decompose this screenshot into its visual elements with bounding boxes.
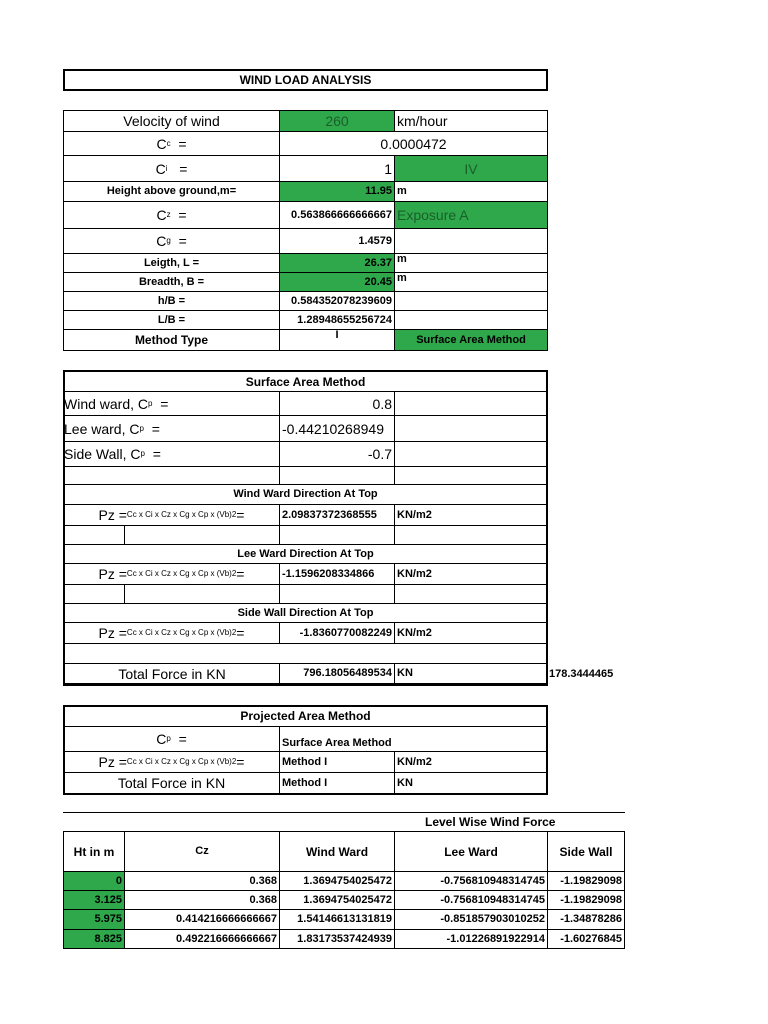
row-3-leeward: -1.01226891922914 — [394, 929, 548, 949]
projected-cp-label: C p = — [63, 726, 280, 752]
blank-row-2a — [63, 525, 125, 545]
cc-value: 0.0000472 — [279, 131, 548, 156]
header-windward: Wind Ward — [279, 831, 395, 872]
leeward-pz-unit: KN/m2 — [394, 563, 548, 585]
sidewall-pz-unit: KN/m2 — [394, 622, 548, 644]
row-2-leeward: -0.851857903010252 — [394, 909, 548, 930]
projected-total-label: Total Force in KN — [63, 772, 280, 794]
total-force-label: Total Force in KN — [63, 663, 280, 685]
blank-row-4 — [63, 643, 548, 664]
sidewall-cp-label: Side Wall, C p = — [63, 441, 280, 467]
row-2-ht[interactable]: 5.975 — [63, 909, 125, 930]
windward-empty — [394, 391, 548, 416]
leeward-cp-value: -0.44210268949 — [279, 415, 395, 442]
breadth-label: Breadth, B = — [63, 272, 280, 292]
cg-label: C g = — [63, 228, 280, 254]
breadth-value[interactable]: 20.45 — [279, 272, 395, 292]
header-cz: Cz — [124, 831, 280, 872]
outside-value: 178.3444465 — [549, 667, 614, 680]
velocity-unit: km/hour — [394, 110, 548, 132]
velocity-value[interactable]: 260 — [279, 110, 395, 132]
hb-value: 0.584352078239609 — [279, 291, 395, 311]
projected-pz-value: Method I — [279, 751, 395, 773]
projected-cp-value: Surface Area Method — [279, 726, 548, 752]
projected-total-value: Method I — [279, 772, 395, 794]
method-label: Method Type — [63, 329, 280, 351]
height-value[interactable]: 11.95 — [279, 181, 395, 202]
breadth-unit: m — [394, 272, 548, 292]
leeward-empty — [394, 415, 548, 442]
leeward-direction-title: Lee Ward Direction At Top — [63, 544, 548, 564]
cg-empty — [394, 228, 548, 254]
cz-label: C z = — [63, 201, 280, 229]
cc-label: C c = — [63, 131, 280, 156]
length-unit: m — [394, 253, 548, 273]
length-label: Leigth, L = — [63, 253, 280, 273]
blank-row-1a — [63, 466, 280, 485]
row-0-ht[interactable]: 0 — [63, 871, 125, 891]
page-title: WIND LOAD ANALYSIS — [63, 69, 548, 91]
hb-label: h/B = — [63, 291, 280, 311]
blank-row-2b — [124, 525, 280, 545]
height-label: Height above ground,m= — [63, 181, 280, 202]
leeward-pz-formula: Pz = Cc x Ci x Cz x Cg x Cp x (Vb)2 = — [63, 563, 280, 585]
blank-row-2c — [279, 525, 395, 545]
exposure-category[interactable]: Exposure A — [394, 201, 548, 229]
sidewall-empty — [394, 441, 548, 467]
sidewall-pz-value: -1.8360770082249 — [279, 622, 395, 644]
row-1-sidewall: -1.19829098 — [547, 890, 625, 910]
row-1-cz: 0.368 — [124, 890, 280, 910]
row-1-ht[interactable]: 3.125 — [63, 890, 125, 910]
total-force-unit: KN — [394, 663, 548, 685]
blank-row-2d — [394, 525, 548, 545]
row-2-windward: 1.54146613131819 — [279, 909, 395, 930]
level-title: Level Wise Wind Force — [425, 815, 556, 829]
ci-label: C i = — [63, 155, 280, 182]
windward-direction-title: Wind Ward Direction At Top — [63, 484, 548, 505]
header-ht: Ht in m — [63, 831, 125, 872]
cg-value: 1.4579 — [279, 228, 395, 254]
ci-class[interactable]: IV — [394, 155, 548, 182]
lb-empty — [394, 310, 548, 330]
cz-value: 0.563866666666667 — [279, 201, 395, 229]
leeward-pz-value: -1.1596208334866 — [279, 563, 395, 585]
ci-value: 1 — [279, 155, 395, 182]
row-2-cz: 0.414216666666667 — [124, 909, 280, 930]
projected-pz-unit: KN/m2 — [394, 751, 548, 773]
row-3-ht[interactable]: 8.825 — [63, 929, 125, 949]
blank-row-3d — [394, 584, 548, 604]
method-name[interactable]: Surface Area Method — [394, 329, 548, 351]
blank-row-3a — [63, 584, 125, 604]
lb-label: L/B = — [63, 310, 280, 330]
windward-cp-value: 0.8 — [279, 391, 395, 416]
windward-cp-label: Wind ward, C p = — [63, 391, 280, 416]
surface-title: Surface Area Method — [63, 370, 548, 392]
method-type-value[interactable]: I — [279, 329, 395, 351]
row-3-windward: 1.83173537424939 — [279, 929, 395, 949]
projected-pz-formula: Pz = Cc x Ci x Cz x Cg x Cp x (Vb)2 = — [63, 751, 280, 773]
level-top-border — [63, 812, 625, 813]
row-1-leeward: -0.756810948314745 — [394, 890, 548, 910]
sidewall-pz-formula: Pz = Cc x Ci x Cz x Cg x Cp x (Vb)2 = — [63, 622, 280, 644]
leeward-cp-label: Lee ward, C p = — [63, 415, 280, 442]
blank-row-3b — [124, 584, 280, 604]
projected-total-unit: KN — [394, 772, 548, 794]
row-2-sidewall: -1.34878286 — [547, 909, 625, 930]
windward-pz-value: 2.09837372368555 — [279, 504, 395, 526]
row-0-cz: 0.368 — [124, 871, 280, 891]
row-1-windward: 1.3694754025472 — [279, 890, 395, 910]
length-value[interactable]: 26.37 — [279, 253, 395, 273]
row-3-sidewall: -1.60276845 — [547, 929, 625, 949]
height-unit: m — [394, 181, 548, 202]
sidewall-cp-value: -0.7 — [279, 441, 395, 467]
row-0-sidewall: -1.19829098 — [547, 871, 625, 891]
row-0-windward: 1.3694754025472 — [279, 871, 395, 891]
sidewall-direction-title: Side Wall Direction At Top — [63, 603, 548, 623]
header-sidewall: Side Wall — [547, 831, 625, 872]
projected-title: Projected Area Method — [63, 705, 548, 727]
header-leeward: Lee Ward — [394, 831, 548, 872]
blank-row-3c — [279, 584, 395, 604]
windward-pz-unit: KN/m2 — [394, 504, 548, 526]
row-0-leeward: -0.756810948314745 — [394, 871, 548, 891]
total-force-value: 796.18056489534 — [279, 663, 395, 685]
blank-row-1b — [279, 466, 395, 485]
windward-pz-formula: Pz = Cc x Ci x Cz x Cg x Cp x (Vb)2 = — [63, 504, 280, 526]
lb-value: 1.28948655256724 — [279, 310, 395, 330]
hb-empty — [394, 291, 548, 311]
velocity-label: Velocity of wind — [63, 110, 280, 132]
blank-row-1c — [394, 466, 548, 485]
row-3-cz: 0.492216666666667 — [124, 929, 280, 949]
